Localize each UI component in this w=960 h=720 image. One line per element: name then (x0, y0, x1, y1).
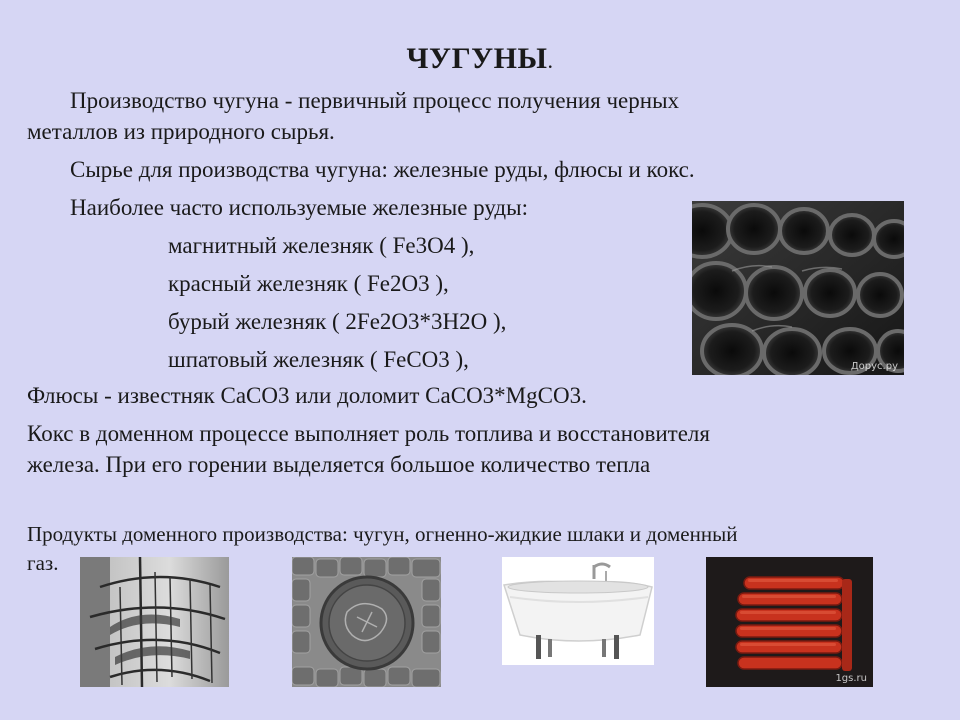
radiator-image (706, 557, 873, 687)
products-line-1: Продукты доменного производства: чугун, огненно-жидкие шлаки и доменный (27, 522, 738, 546)
coke-line-2: железа. При его горении выделяется большое количество тепла (27, 452, 651, 477)
manhole-cover-image (292, 557, 441, 687)
slide-title-text: ЧУГУНЫ (406, 42, 548, 75)
ore-item-limonite: бурый железняк ( 2Fe2O3*3H2O ), (168, 309, 507, 334)
fluxes-text: Флюсы - известняк CaCO3 или доломит CaCO3*MgCO3. (27, 383, 587, 408)
title-dot: . (547, 48, 554, 73)
cast-iron-pipes-image (692, 201, 904, 375)
raw-materials-text: Сырье для производства чугуна: железные руды, флюсы и кокс. (70, 157, 695, 182)
pipes-watermark: Дорус.ру (850, 361, 898, 372)
coke-line-1: Кокс в доменном процессе выполняет роль топлива и восстановителя (27, 421, 710, 446)
slide-title (0, 42, 960, 76)
ore-item-magnetite: магнитный железняк ( Fe3O4 ), (168, 233, 475, 258)
ore-item-hematite: красный железняк ( Fe2O3 ), (168, 271, 449, 296)
ores-heading: Наиболее часто используемые железные руды: (70, 195, 528, 220)
bathtub-image (502, 557, 654, 665)
spiral-staircase-icon (80, 557, 229, 687)
products-line-2: газ. (27, 551, 59, 575)
intro-line-1: Производство чугуна - первичный процесс получения черных (70, 88, 680, 113)
spiral-staircase-image (80, 557, 229, 687)
radiator-watermark: 1gs.ru (835, 673, 867, 684)
ore-item-siderite: шпатовый железняк ( FeCO3 ), (168, 347, 469, 372)
intro-line-2: металлов из природного сырья. (27, 119, 335, 144)
cast-iron-radiator-icon (706, 557, 873, 687)
cast-iron-pipes-icon (692, 201, 904, 375)
manhole-cover-icon (292, 557, 441, 687)
cast-iron-bathtub-icon (502, 557, 654, 665)
